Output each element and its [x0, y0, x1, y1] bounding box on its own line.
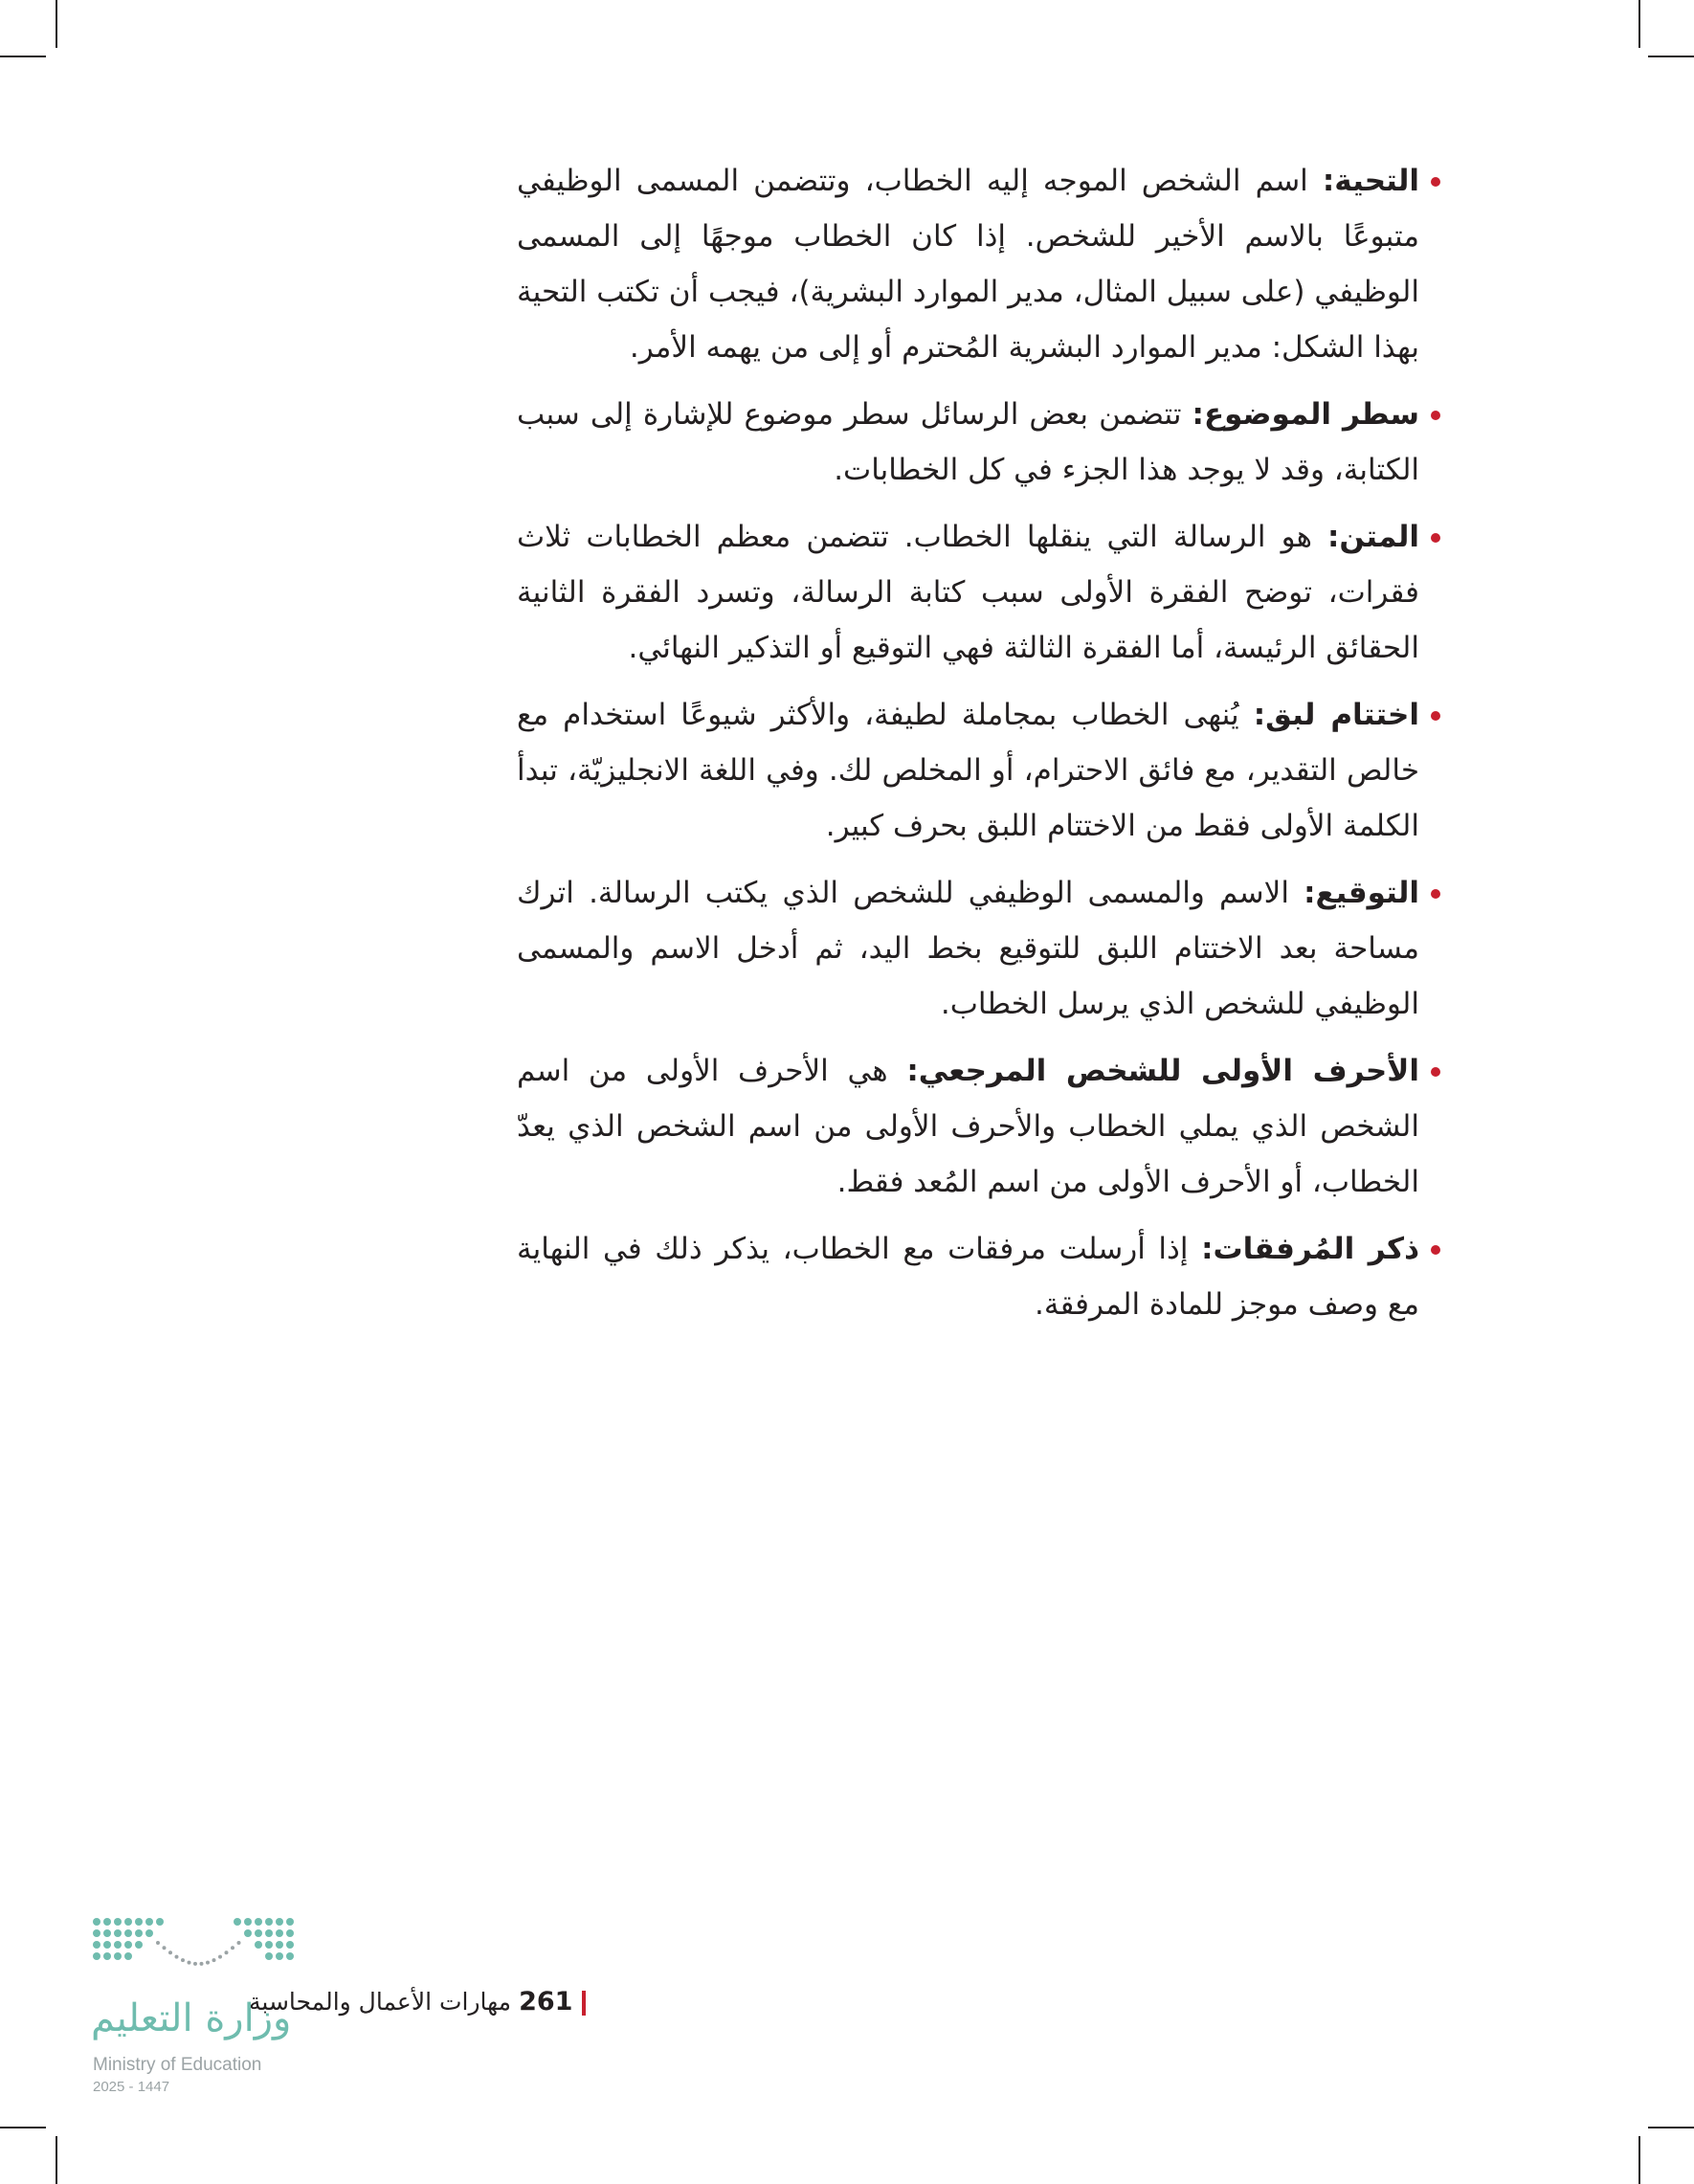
item-text: يُنهى الخطاب بمجاملة لطيفة، والأكثر شيوعًا استخدام مع خالص التقدير، مع فائق الاحترام، أو المخلص لك. وفي اللغة الانجليزيّة، تبدأ الكلمة الأولى فقط من الاختتام اللبق بحرف كبير. — [517, 698, 1419, 843]
list-item-closing — [517, 687, 1440, 854]
list-item-enclosures — [517, 1221, 1440, 1332]
item-text: تتضمن بعض الرسائل سطر موضوع للإشارة إلى سبب الكتابة، وقد لا يوجد هذا الجزء في كل الخطابات. — [517, 397, 1419, 487]
crop-mark-top-left — [56, 0, 57, 48]
bullet-dot-icon — [1431, 411, 1440, 420]
bullet-dot-icon — [1431, 533, 1440, 543]
bullet-dot-icon — [1431, 711, 1440, 721]
book-title: مهارات الأعمال والمحاسبة — [249, 1988, 512, 2016]
item-term: اختتام لبق: — [1253, 698, 1419, 732]
item-text: هو الرسالة التي ينقلها الخطاب. تتضمن معظم الخطابات ثلاث فقرات، توضح الفقرة الأولى سبب كتابة الرسالة، وتسرد الفقرة الثانية الحقائق الرئيسة، أما الفقرة الثالثة فهي التوقيع أو التذكير النهائي. — [517, 520, 1419, 665]
bullet-dot-icon — [1431, 1067, 1440, 1077]
item-term: سطر الموضوع: — [1192, 397, 1419, 432]
bullet-dot-icon — [1431, 177, 1440, 187]
item-term: الأحرف الأولى للشخص المرجعي: — [906, 1054, 1419, 1088]
crop-mark-bottom-right-h — [1648, 2127, 1694, 2128]
letter-parts-list — [517, 153, 1440, 1344]
page-number-line — [249, 1987, 586, 2017]
edition-year: 2025 - 1447 — [93, 2079, 170, 2095]
ministry-dots-logo-icon — [91, 1914, 301, 1986]
bullet-dot-icon — [1431, 1245, 1440, 1255]
list-item-subject-line — [517, 387, 1440, 498]
page-number: 261 — [519, 1987, 573, 2017]
crop-mark-bottom-left-h — [0, 2127, 46, 2128]
page-separator — [582, 1991, 586, 2016]
ministry-english-name: Ministry of Education — [93, 2055, 262, 2075]
page-footer — [91, 1914, 573, 2106]
item-term: ذكر المُرفقات: — [1201, 1232, 1419, 1266]
item-text: اسم الشخص الموجه إليه الخطاب، وتتضمن المسمى الوظيفي متبوعًا بالاسم الأخير للشخص. إذا كان الخطاب موجهًا إلى المسمى الوظيفي (على سبيل المثال، مدير الموارد البشرية)، فيجب أن تكتب التحية بهذا الشكل: مدير الموارد البشرية المُحترم أو إلى من يهمه الأمر. — [517, 164, 1419, 365]
item-text: الاسم والمسمى الوظيفي للشخص الذي يكتب الرسالة. اترك مساحة بعد الاختتام اللبق للتوقيع بخط اليد، ثم أدخل الاسم والمسمى الوظيفي للشخص الذي يرسل الخطاب. — [517, 876, 1419, 1021]
ministry-arabic-name: وزارة التعليم — [91, 1996, 292, 2040]
crop-mark-top-right-h — [1648, 56, 1694, 57]
list-item-reference-initials — [517, 1043, 1440, 1210]
crop-mark-top-left-h — [0, 56, 46, 57]
list-item-body — [517, 509, 1440, 676]
crop-mark-bottom-left — [56, 2136, 57, 2184]
bullet-dot-icon — [1431, 889, 1440, 899]
crop-mark-top-right — [1638, 0, 1640, 48]
list-item-signature — [517, 865, 1440, 1032]
item-text: هي الأحرف الأولى من اسم الشخص الذي يملي الخطاب والأحرف الأولى من اسم الشخص الذي يعدّ الخطاب، أو الأحرف الأولى من اسم المُعد فقط. — [517, 1054, 1419, 1199]
crop-mark-bottom-right — [1638, 2136, 1640, 2184]
item-term: التوقيع: — [1304, 876, 1419, 910]
item-term: المتن: — [1327, 520, 1419, 554]
item-text: إذا أرسلت مرفقات مع الخطاب، يذكر ذلك في النهاية مع وصف موجز للمادة المرفقة. — [517, 1232, 1419, 1322]
item-term: التحية: — [1322, 164, 1419, 198]
list-item-salutation — [517, 153, 1440, 375]
